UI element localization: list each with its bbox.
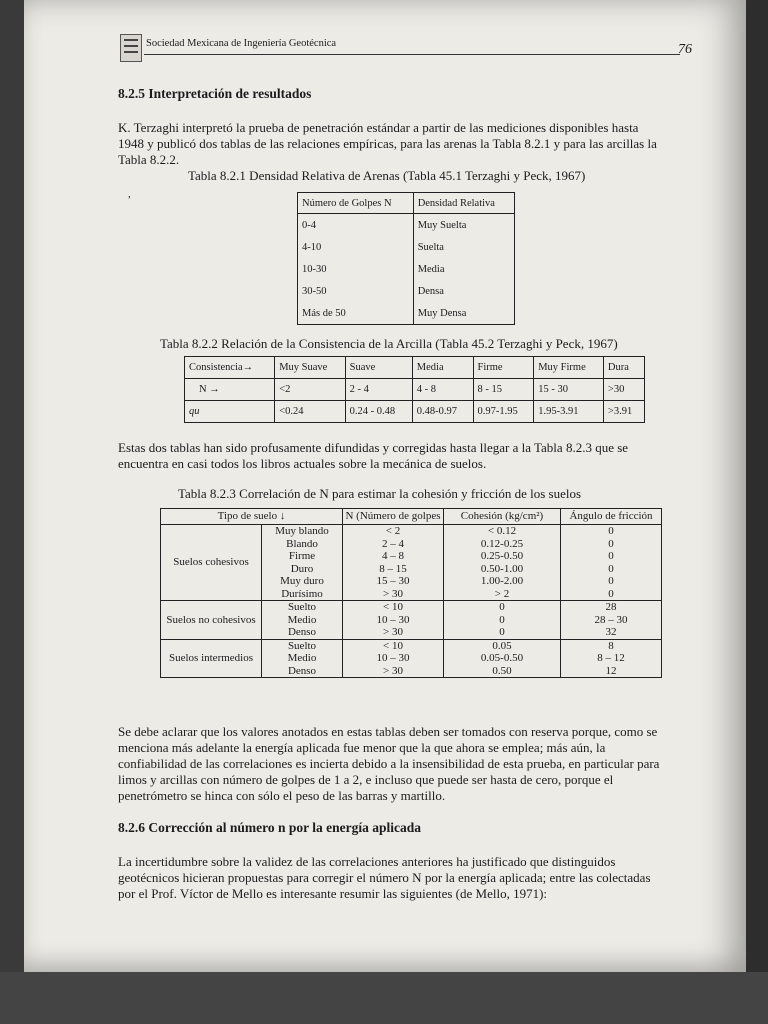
table-row [298, 236, 515, 258]
soil-group-label: Suelos intermedios [161, 639, 262, 678]
table-cell: 0 [561, 575, 662, 588]
table-822 [184, 356, 645, 423]
table-cell: 1.95-3.91 [534, 401, 604, 423]
table-cell: Densa [413, 280, 514, 302]
table-cell: Suelta [413, 236, 514, 258]
paragraph-line: penetrómetro se hinca con sólo el peso de las barras y martillo. [118, 788, 446, 803]
table-823 [160, 508, 662, 678]
table-822-caption: Tabla 8.2.2 Relación de la Consistencia de la Arcilla (Tabla 45.2 Terzaghi y Peck, 1967) [160, 336, 618, 351]
table-cell: Media [413, 258, 514, 280]
intro-line: Tabla 8.2.2. [118, 152, 180, 167]
table-cell: Más de 50 [298, 302, 414, 325]
table-cell: 0 [561, 563, 662, 576]
paragraph-line: Se debe aclarar que los valores anotados en estas tablas deben ser tomados con reserva porque, como se [118, 724, 658, 739]
table-cell: 8 – 12 [561, 652, 662, 665]
table-cell: 0.24 - 0.48 [345, 401, 412, 423]
paragraph-line: geotécnicos hicieran propuestas para corregir el número N por la energía aplicada; entre las colectadas [118, 870, 651, 885]
table-cell: Denso [262, 626, 343, 639]
table-cell: Blando [262, 538, 343, 551]
table-cell: 0 [444, 601, 561, 614]
table-header-cell: Tipo de suelo ↓ [161, 509, 343, 525]
table-cell: 0 [561, 550, 662, 563]
table-cell: <0.24 [275, 401, 345, 423]
table-row [298, 302, 515, 325]
table-cell: 0 [561, 588, 662, 601]
table-row [185, 357, 645, 379]
paragraph-line: menciona más adelante la energía aplicada fue menor que la que ahora se emplea; más aún, la [118, 740, 606, 755]
soil-group-label: Suelos no cohesivos [161, 601, 262, 640]
after-paragraph [118, 724, 694, 804]
table-cell: 4-10 [298, 236, 414, 258]
table-cell: Dura [603, 357, 644, 379]
table-header-cell: N (Número de golpes [343, 509, 444, 525]
table-821 [297, 192, 515, 325]
table-823-caption: Tabla 8.2.3 Correlación de N para estimar la cohesión y fricción de los suelos [178, 486, 582, 501]
paragraph-line: confiabilidad de las correlaciones es incierta debido a la insensibilidad de esta prueba, en particular para [118, 756, 660, 771]
section-825-title: 8.2.5 Interpretación de resultados [118, 86, 312, 101]
table-cell: > 30 [343, 588, 444, 601]
table-cell: 10-30 [298, 258, 414, 280]
intro-line: K. Terzaghi interpretó la prueba de penetración estándar a partir de las mediciones disponibles hasta [118, 120, 639, 135]
table-cell: 0.12-0.25 [444, 538, 561, 551]
intro-line: 1948 y publicó dos tablas de las relaciones empíricas, para las arenas la Tabla 8.2.1 y para las arcillas la [118, 136, 657, 151]
table-cell: 0.25-0.50 [444, 550, 561, 563]
between-paragraph [118, 440, 694, 472]
table-row [185, 401, 645, 423]
table-cell: Firme [473, 357, 534, 379]
table-cell: Muy Firme [534, 357, 604, 379]
table-row [161, 639, 662, 652]
table-cell: 0-4 [298, 214, 414, 237]
page-number: 76 [678, 42, 692, 57]
table-cell: Denso [262, 665, 343, 678]
table-cell: 15 - 30 [534, 379, 604, 401]
table-cell: <2 [275, 379, 345, 401]
table-cell: 0.50 [444, 665, 561, 678]
table-cell: 12 [561, 665, 662, 678]
intro-paragraph [118, 120, 694, 168]
table-cell: 4 - 8 [412, 379, 473, 401]
table-cell: Durísimo [262, 588, 343, 601]
table-row [161, 601, 662, 614]
table-cell: 2 - 4 [345, 379, 412, 401]
table-cell: > 30 [343, 665, 444, 678]
table-cell: 0.48-0.97 [412, 401, 473, 423]
table-cell: < 10 [343, 601, 444, 614]
soil-group-label: Suelos cohesivos [161, 525, 262, 601]
stray-mark: , [128, 188, 131, 200]
table-cell: Suelto [262, 639, 343, 652]
table-cell: Muy blando [262, 525, 343, 538]
table-header-cell: Número de Golpes N [298, 193, 414, 214]
table-cell: > 2 [444, 588, 561, 601]
table-cell: qu [185, 401, 275, 423]
table-cell: Muy Densa [413, 302, 514, 325]
table-cell: 0.05 [444, 639, 561, 652]
paragraph-line: La incertidumbre sobre la validez de las correlaciones anteriores ha justificado que distinguidos [118, 854, 616, 869]
table-row [161, 525, 662, 538]
table-cell: 28 [561, 601, 662, 614]
table-cell: Media [412, 357, 473, 379]
table-cell: Duro [262, 563, 343, 576]
table-cell: < 10 [343, 639, 444, 652]
table-row [298, 258, 515, 280]
table-cell: >3.91 [603, 401, 644, 423]
table-row [298, 280, 515, 302]
table-cell: 4 – 8 [343, 550, 444, 563]
paragraph-line: encuentra en casi todos los libros actuales sobre la mecánica de suelos. [118, 456, 487, 471]
table-cell: 0 [561, 525, 662, 538]
table-cell: Firme [262, 550, 343, 563]
table-header-cell: Ángulo de fricción [561, 509, 662, 525]
table-row [298, 214, 515, 237]
table-row [185, 379, 645, 401]
table-cell: 2 – 4 [343, 538, 444, 551]
table-cell: 0.05-0.50 [444, 652, 561, 665]
scanner-edge-bottom [0, 972, 768, 1024]
table-cell: 8 – 15 [343, 563, 444, 576]
table-cell: Medio [262, 652, 343, 665]
table-cell: >30 [603, 379, 644, 401]
table-cell: 15 – 30 [343, 575, 444, 588]
table-cell: 8 [561, 639, 662, 652]
scanner-edge-right [746, 0, 768, 1024]
table-cell: Suave [345, 357, 412, 379]
table-cell: 28 – 30 [561, 614, 662, 627]
table-cell: Muy Suelta [413, 214, 514, 237]
table-cell: 0.97-1.95 [473, 401, 534, 423]
table-821-caption: Tabla 8.2.1 Densidad Relativa de Arenas (Tabla 45.1 Terzaghi y Peck, 1967) [188, 168, 586, 183]
paragraph-line: limos y arcillas con número de golpes de 1 a 2, e incluso que puede ser hasta de cero, porque el [118, 772, 614, 787]
table-cell: > 30 [343, 626, 444, 639]
table-cell: 1.00-2.00 [444, 575, 561, 588]
paragraph-line: Estas dos tablas han sido profusamente difundidas y corregidas hasta llegar a la Tabla 8.2.3 que se [118, 440, 629, 455]
section-826-paragraph [118, 854, 694, 902]
header-rule [144, 54, 680, 55]
table-cell: 30-50 [298, 280, 414, 302]
section-826-title: 8.2.6 Corrección al número n por la energía aplicada [118, 820, 421, 835]
table-cell: 10 – 30 [343, 614, 444, 627]
society-logo [120, 34, 142, 62]
table-cell: Medio [262, 614, 343, 627]
table-cell: 0 [561, 538, 662, 551]
table-cell: Consistencia→ [185, 357, 275, 379]
table-cell: 8 - 15 [473, 379, 534, 401]
table-cell: 10 – 30 [343, 652, 444, 665]
table-cell: 0 [444, 614, 561, 627]
table-header-cell: Densidad Relativa [413, 193, 514, 214]
table-cell: < 0.12 [444, 525, 561, 538]
society-name: Sociedad Mexicana de Ingeniería Geotécnica [146, 38, 337, 49]
table-header-cell: Cohesión (kg/cm²) [444, 509, 561, 525]
table-cell: Suelto [262, 601, 343, 614]
table-cell: 32 [561, 626, 662, 639]
table-cell: < 2 [343, 525, 444, 538]
page-header [120, 30, 692, 60]
table-cell: N → [185, 379, 275, 401]
table-cell: Muy duro [262, 575, 343, 588]
table-cell: Muy Suave [275, 357, 345, 379]
table-cell: 0.50-1.00 [444, 563, 561, 576]
table-cell: 0 [444, 626, 561, 639]
paragraph-line: por el Prof. Víctor de Mello es interesante resumir las siguientes (de Mello, 1971): [118, 886, 548, 901]
